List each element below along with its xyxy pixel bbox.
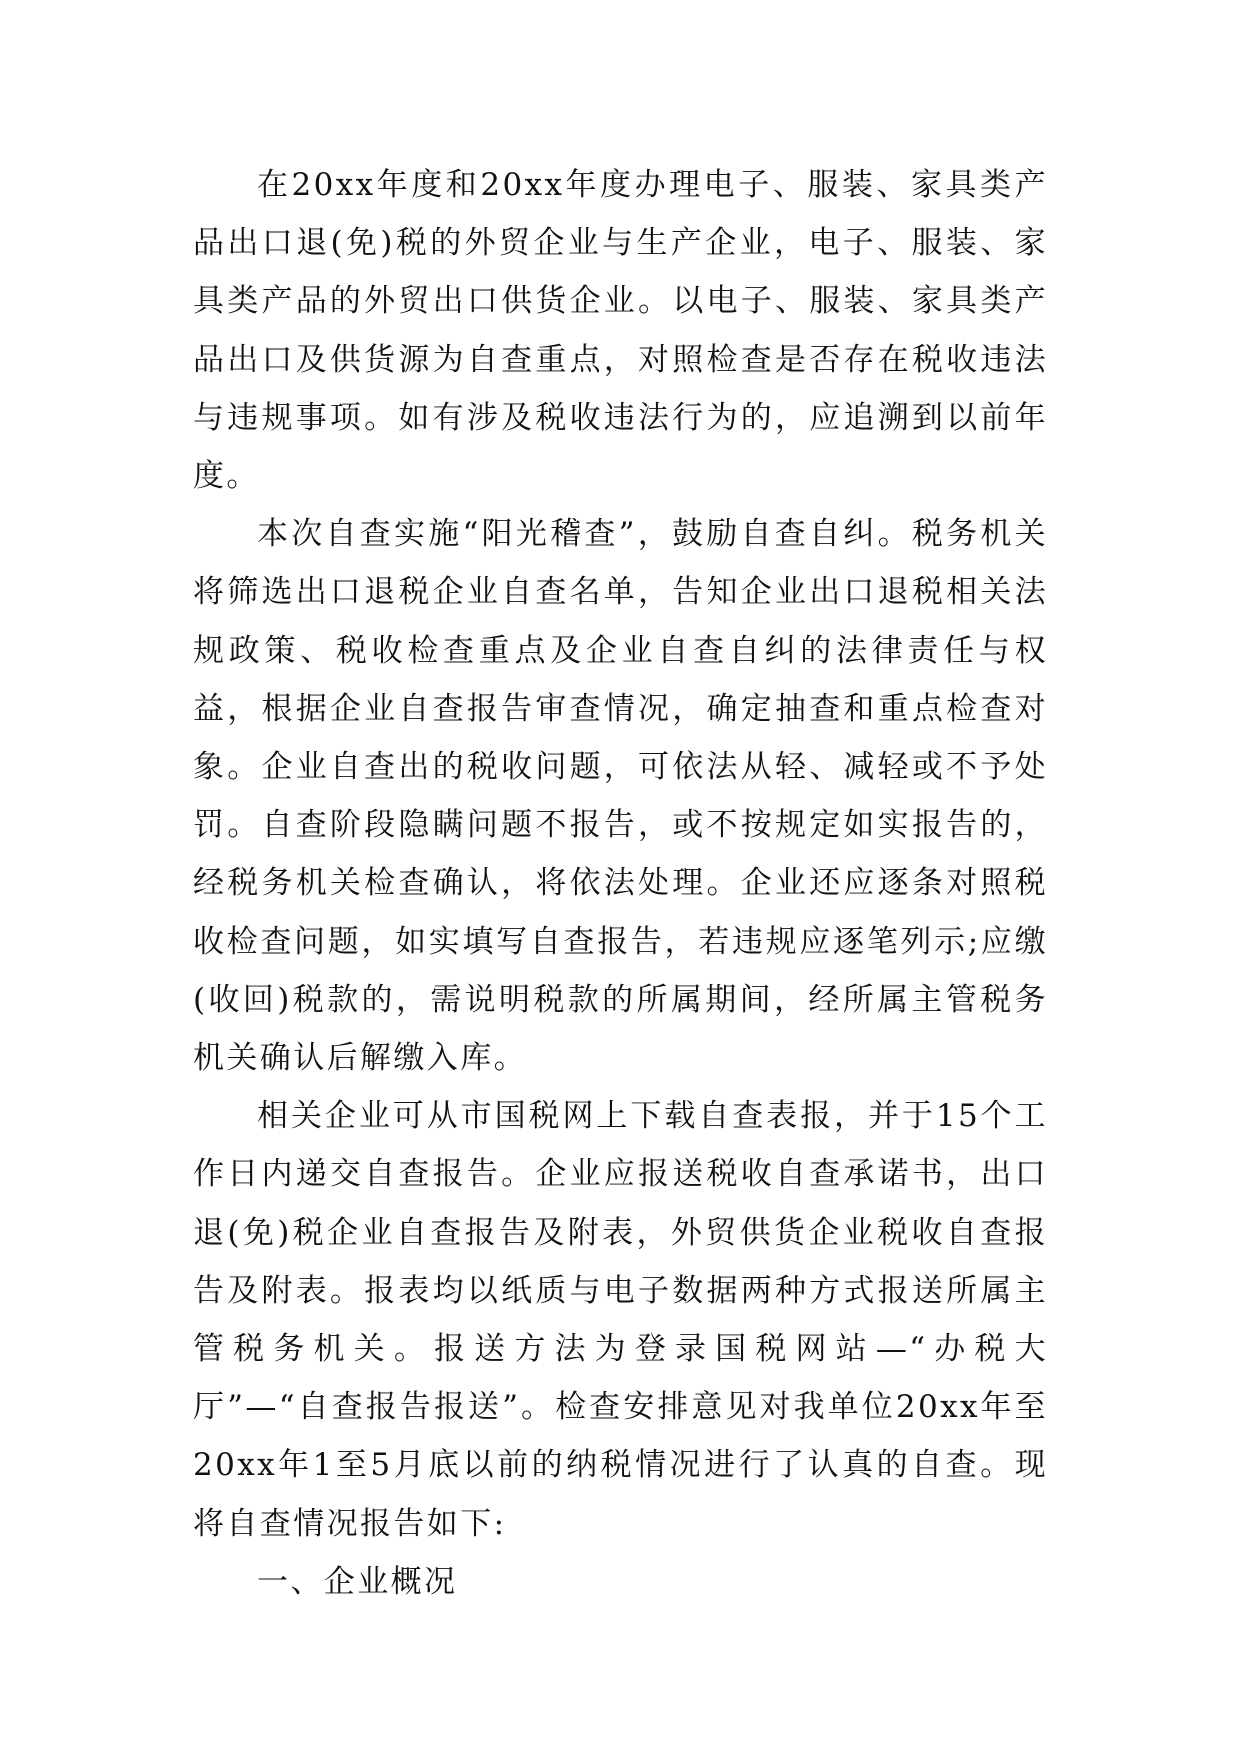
document-body <box>193 156 1048 1611</box>
paragraph-scope: 在20xx年度和20xx年度办理电子、服装、家具类产品出口退(免)税的外贸企业与生产企业，电子、服装、家具类产品的外贸出口供货企业。以电子、服装、家具类产品出口及供货源为自查重点，对照检查是否存在税收违法与违规事项。如有涉及税收违法行为的，应追溯到以前年度。 <box>193 167 1048 495</box>
paragraph-submission: 相关企业可从市国税网上下载自查表报，并于15个工作日内递交自查报告。企业应报送税收自查承诺书，出口退(免)税企业自查报告及附表，外贸供货企业税收自查报告及附表。报表均以纸质与电子数据两种方式报送所属主管税务机关。报送方法为登录国税网站—“办税大厅”—“自查报告报送”。检查安排意见对我单位20xx年至20xx年1至5月底以前的纳税情况进行了认真的自查。现将自查情况报告如下: <box>193 1098 1048 1542</box>
paragraph-sunshine-audit: 本次自查实施“阳光稽查”，鼓励自查自纠。税务机关将筛选出口退税企业自查名单，告知企业出口退税相关法规政策、税收检查重点及企业自查自纠的法律责任与权益，根据企业自查报告审查情况，确定抽查和重点检查对象。企业自查出的税收问题，可依法从轻、减轻或不予处罚。自查阶段隐瞒问题不报告，或不按规定如实报告的，经税务机关检查确认，将依法处理。企业还应逐条对照税收检查问题，如实填写自查报告，若违规应逐笔列示;应缴(收回)税款的，需说明税款的所属期间，经所属主管税务机关确认后解缴入库。 <box>193 516 1048 1077</box>
section-heading: 一、企业概况 <box>257 1563 458 1600</box>
